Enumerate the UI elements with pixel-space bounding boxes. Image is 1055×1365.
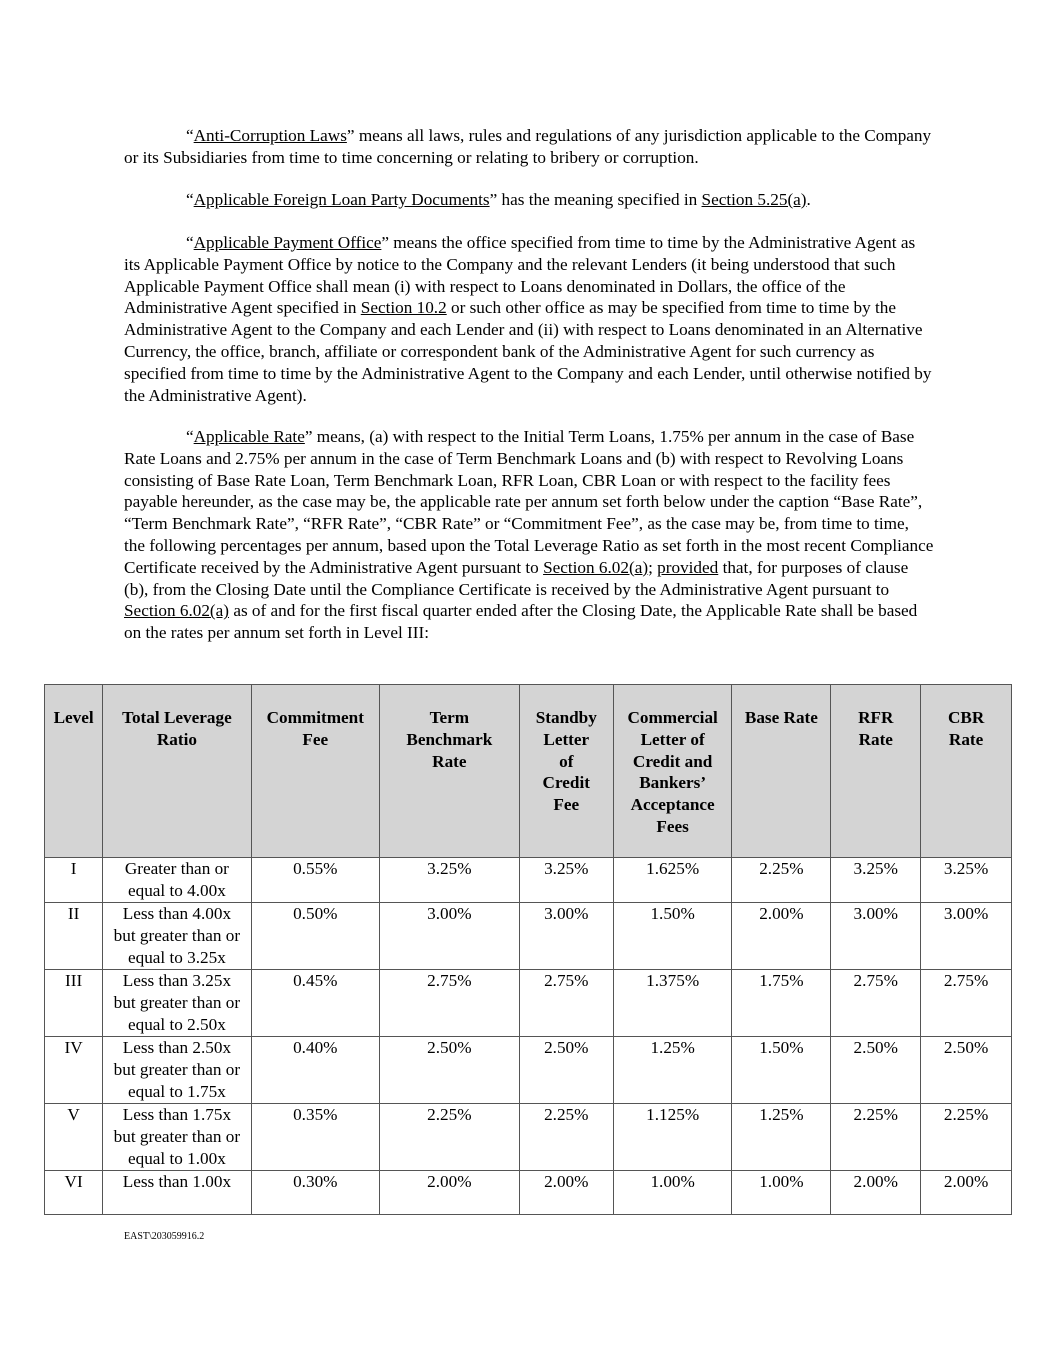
cell-commitment-fee: 0.30%	[251, 1171, 379, 1215]
cell-leverage-ratio: Less than 3.25x but greater than or equal to 2.50x	[103, 970, 251, 1037]
section-reference: Section 5.25(a)	[701, 190, 807, 209]
cell-level: VI	[45, 1171, 103, 1215]
cell-leverage-ratio: Less than 1.00x	[103, 1171, 251, 1215]
cell-term-benchmark-rate: 3.00%	[380, 903, 520, 970]
cell-term-benchmark-rate: 2.75%	[380, 970, 520, 1037]
cell-rfr-rate: 2.75%	[831, 970, 921, 1037]
header-term-benchmark-rate: Term Benchmark Rate	[380, 685, 520, 858]
provided-term: provided	[657, 557, 719, 577]
cell-cbr-rate: 3.25%	[921, 858, 1012, 903]
cell-standby-lc-fee: 2.50%	[519, 1037, 613, 1104]
section-reference: Section 10.2	[360, 298, 447, 318]
table-row	[45, 903, 1012, 970]
cell-cbr-rate: 2.25%	[921, 1104, 1012, 1171]
table-row	[45, 1104, 1012, 1171]
cell-base-rate: 1.25%	[732, 1104, 831, 1171]
header-base-rate: Base Rate	[732, 685, 831, 858]
cell-leverage-ratio: Less than 4.00x but greater than or equal to 3.25x	[103, 903, 251, 970]
cell-level: I	[45, 858, 103, 903]
definition-foreign-loan-party-documents: “Applicable Foreign Loan Party Documents” has the meaning specified in Section 5.25(a).	[186, 190, 811, 209]
cell-cbr-rate: 3.00%	[921, 903, 1012, 970]
cell-rfr-rate: 3.00%	[831, 903, 921, 970]
cell-leverage-ratio: Less than 2.50x but greater than or equal to 1.75x	[103, 1037, 251, 1104]
cell-commercial-lc-fee: 1.50%	[613, 903, 732, 970]
cell-commitment-fee: 0.55%	[251, 858, 379, 903]
section-reference: Section 6.02(a)	[543, 557, 649, 577]
cell-standby-lc-fee: 2.00%	[519, 1171, 613, 1215]
cell-standby-lc-fee: 3.00%	[519, 903, 613, 970]
header-rfr-rate: RFR Rate	[831, 685, 921, 858]
cell-base-rate: 2.00%	[732, 903, 831, 970]
cell-commercial-lc-fee: 1.375%	[613, 970, 732, 1037]
cell-base-rate: 1.00%	[732, 1171, 831, 1215]
cell-term-benchmark-rate: 2.50%	[380, 1037, 520, 1104]
cell-cbr-rate: 2.50%	[921, 1037, 1012, 1104]
cell-standby-lc-fee: 2.25%	[519, 1104, 613, 1171]
header-level: Level	[45, 685, 103, 858]
cell-base-rate: 1.75%	[732, 970, 831, 1037]
cell-level: V	[45, 1104, 103, 1171]
table-row	[45, 1171, 1012, 1215]
cell-level: IV	[45, 1037, 103, 1104]
cell-rfr-rate: 2.25%	[831, 1104, 921, 1171]
cell-level: III	[45, 970, 103, 1037]
document-id-footer: EAST\203059916.2	[124, 1231, 205, 1242]
cell-commitment-fee: 0.40%	[251, 1037, 379, 1104]
section-reference: Section 6.02(a)	[124, 601, 230, 621]
definition-applicable-payment-office: “Applicable Payment Office” means the office specified from time to time by the Administrative Agent as its Applicable Payment Office by notice to the Company and the relevant Lenders (it being understood that such Applicable Payment Office shall mean (i) with respect to Loans denominated in Dollars, the office of the Administrative Agent specified in Section 10.2 or such other office as may be specified from time to time by the Administrative Agent to the Company and each Lender and (ii) with respect to Loans denominated in an Alternative Currency, the office, branch, affiliate or correspondent bank of the Administrative Agent for such currency as specified from time to time by the Administrative Agent to the Company and each Lender, until otherwise notified by the Administrative Agent).	[124, 233, 932, 405]
cell-standby-lc-fee: 2.75%	[519, 970, 613, 1037]
cell-level: II	[45, 903, 103, 970]
cell-commercial-lc-fee: 1.00%	[613, 1171, 732, 1215]
table-header-row	[45, 685, 1012, 858]
cell-commitment-fee: 0.45%	[251, 970, 379, 1037]
cell-leverage-ratio: Less than 1.75x but greater than or equal to 1.00x	[103, 1104, 251, 1171]
header-commercial-lc-fees: Commercial Letter of Credit and Bankers’ Acceptance Fees	[613, 685, 732, 858]
cell-commitment-fee: 0.50%	[251, 903, 379, 970]
defined-term: Anti-Corruption Laws	[193, 126, 347, 145]
cell-term-benchmark-rate: 2.25%	[380, 1104, 520, 1171]
cell-base-rate: 1.50%	[732, 1037, 831, 1104]
cell-term-benchmark-rate: 3.25%	[380, 858, 520, 903]
cell-base-rate: 2.25%	[732, 858, 831, 903]
table-row	[45, 970, 1012, 1037]
header-standby-lc-fee: Standby Letter of Credit Fee	[519, 685, 613, 858]
cell-commercial-lc-fee: 1.625%	[613, 858, 732, 903]
cell-standby-lc-fee: 3.25%	[519, 858, 613, 903]
cell-rfr-rate: 3.25%	[831, 858, 921, 903]
applicable-rate-table	[44, 684, 1012, 1215]
definition-anti-corruption-laws: “Anti-Corruption Laws” means all laws, rules and regulations of any jurisdiction applicable to the Company or its Subsidiaries from time to time concerning or relating to bribery or corruption.	[124, 126, 932, 167]
cell-cbr-rate: 2.00%	[921, 1171, 1012, 1215]
cell-rfr-rate: 2.00%	[831, 1171, 921, 1215]
defined-term: Applicable Foreign Loan Party Documents	[193, 190, 490, 209]
cell-commitment-fee: 0.35%	[251, 1104, 379, 1171]
table-row	[45, 1037, 1012, 1104]
header-cbr-rate: CBR Rate	[921, 685, 1012, 858]
defined-term: Applicable Rate	[193, 427, 305, 446]
header-commitment-fee: Commitment Fee	[251, 685, 379, 858]
cell-rfr-rate: 2.50%	[831, 1037, 921, 1104]
cell-cbr-rate: 2.75%	[921, 970, 1012, 1037]
cell-commercial-lc-fee: 1.125%	[613, 1104, 732, 1171]
defined-term: Applicable Payment Office	[193, 233, 382, 252]
cell-leverage-ratio: Greater than or equal to 4.00x	[103, 858, 251, 903]
header-total-leverage-ratio: Total Leverage Ratio	[103, 685, 251, 858]
definition-applicable-rate: “Applicable Rate” means, (a) with respect to the Initial Term Loans, 1.75% per annum in the case of Base Rate Loans and 2.75% per annum in the case of Term Benchmark Loans and (b) with respect to Revolving Loans consisting of Base Rate Loan, Term Benchmark Loan, RFR Loan, CBR Loan or with respect to the facility fees payable hereunder, as the case may be, the applicable rate per annum set forth below under the caption “Base Rate”, “Term Benchmark Rate”, “RFR Rate”, “CBR Rate” or “Commitment Fee”, as the case may be, from time to time, the following percentages per annum, based upon the Total Leverage Ratio as set forth in the most recent Compliance Certificate received by the Administrative Agent pursuant to Section 6.02(a); provided that, for purposes of clause (b), from the Closing Date until the Compliance Certificate is received by the Administrative Agent pursuant to Section 6.02(a) as of and for the first fiscal quarter ended after the Closing Date, the Applicable Rate shall be based on the rates per annum set forth in Level III:	[124, 427, 934, 643]
table-row	[45, 858, 1012, 903]
cell-term-benchmark-rate: 2.00%	[380, 1171, 520, 1215]
cell-commercial-lc-fee: 1.25%	[613, 1037, 732, 1104]
